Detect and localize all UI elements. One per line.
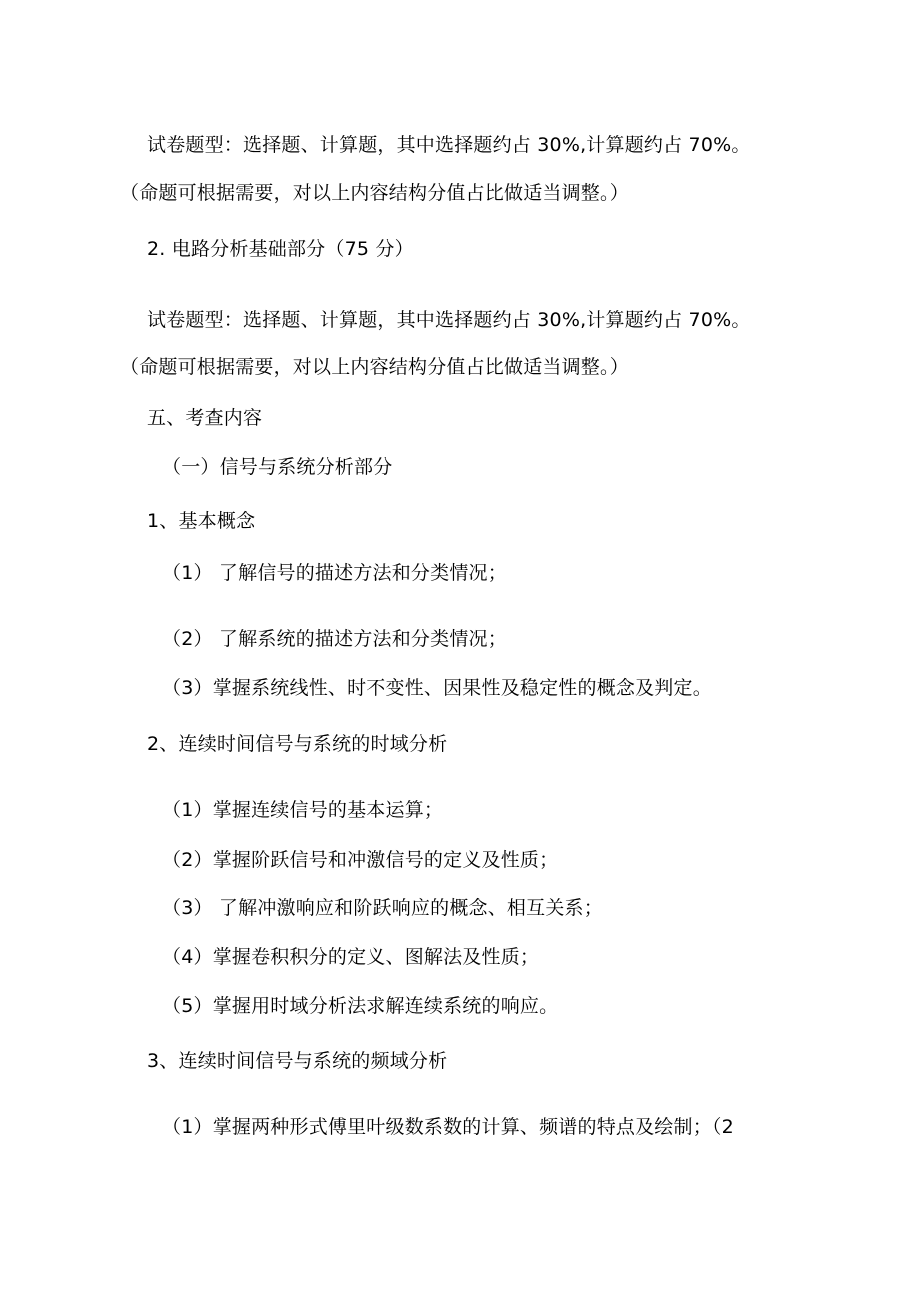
heading-frequency-domain: 3、连续时间信号与系统的频域分析 [147, 1050, 448, 1072]
list-item: （1） 了解信号的描述方法和分类情况； [162, 562, 507, 584]
heading-time-domain: 2、连续时间信号与系统的时域分析 [147, 733, 448, 755]
list-item: （2） 了解系统的描述方法和分类情况； [162, 628, 507, 650]
heading-signals-systems: （一）信号与系统分析部分 [162, 456, 393, 478]
list-item: （4）掌握卷积积分的定义、图解法及性质； [162, 946, 540, 968]
list-item: （2）掌握阶跃信号和冲激信号的定义及性质； [162, 849, 559, 871]
list-item: （3）掌握系统线性、时不变性、因果性及稳定性的概念及判定。 [162, 677, 712, 699]
list-item: （5）掌握用时域分析法求解连续系统的响应。 [162, 995, 559, 1017]
heading-exam-content: 五、考查内容 [147, 407, 263, 429]
exam-format-text-2: 试卷题型：选择题、计算题，其中选择题约占 30%,计算题约占 70%。 [147, 309, 751, 331]
list-item: （1）掌握两种形式傅里叶级数系数的计算、频谱的特点及绘制；（2 [162, 1116, 734, 1138]
heading-basic-concepts: 1、基本概念 [147, 510, 256, 532]
adjustment-note-1: （命题可根据需要，对以上内容结构分值占比做适当调整。） [120, 182, 629, 204]
list-item: （3） 了解冲激响应和阶跃响应的概念、相互关系； [162, 897, 603, 919]
adjustment-note-2: （命题可根据需要，对以上内容结构分值占比做适当调整。） [120, 356, 629, 378]
section-heading-circuit-analysis: 2. 电路分析基础部分（75 分） [147, 238, 414, 260]
list-item: （1）掌握连续信号的基本运算； [162, 799, 444, 821]
exam-format-text-1: 试卷题型：选择题、计算题，其中选择题约占 30%,计算题约占 70%。 [147, 134, 751, 156]
